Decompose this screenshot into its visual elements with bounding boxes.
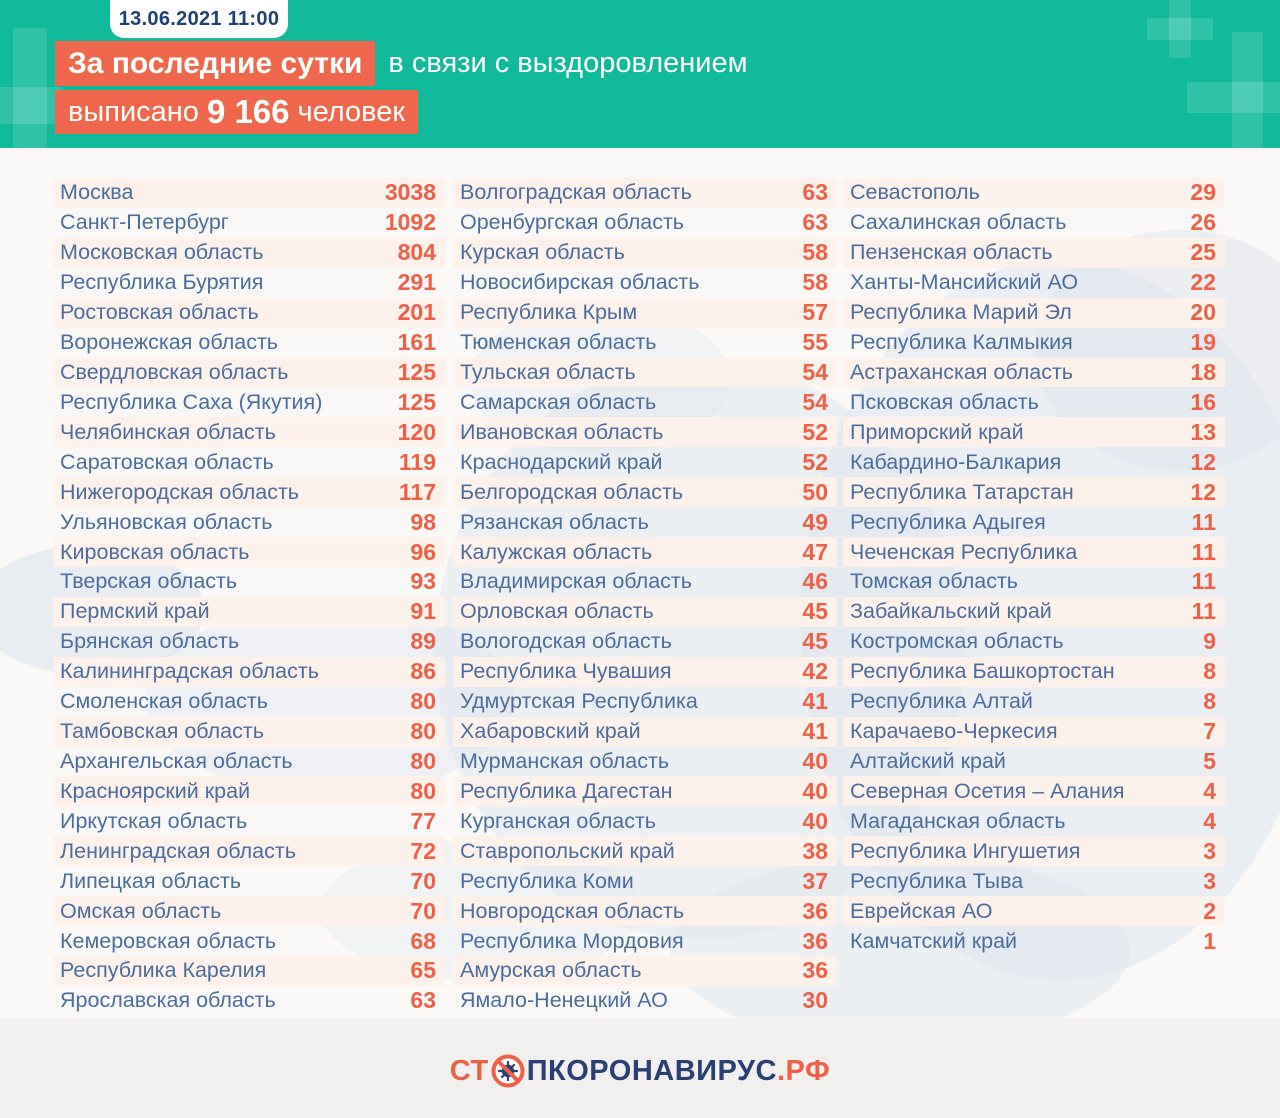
- region-name: Курская область: [460, 240, 625, 265]
- region-row: [453, 268, 837, 298]
- region-row: [843, 896, 1225, 926]
- region-row: [843, 567, 1225, 597]
- plus-icon: [0, 87, 62, 124]
- region-recovered-count: 11: [1191, 568, 1216, 595]
- region-row: [453, 986, 837, 1016]
- region-name: Калужская область: [460, 539, 653, 564]
- region-name: Тамбовская область: [60, 719, 264, 744]
- region-name: Севастополь: [850, 180, 980, 205]
- region-row: [53, 567, 445, 597]
- region-name: Ивановская область: [460, 419, 664, 444]
- region-name: Ленинградская область: [60, 838, 296, 863]
- region-name: Московская область: [60, 240, 264, 265]
- region-recovered-count: 86: [410, 658, 436, 685]
- title-line2-pre: выписано: [68, 95, 199, 128]
- region-recovered-count: 50: [802, 478, 828, 505]
- region-recovered-count: 12: [1190, 448, 1216, 475]
- no-virus-icon: [491, 1054, 525, 1088]
- regions-column-2: [453, 178, 837, 1016]
- region-row: [53, 806, 445, 836]
- region-name: Самарская область: [460, 389, 657, 414]
- region-name: Брянская область: [60, 629, 240, 654]
- title-highlight-box-2: [55, 90, 418, 134]
- region-name: Республика Марий Эл: [850, 300, 1072, 325]
- region-row: [843, 358, 1225, 388]
- region-name: Республика Мордовия: [460, 928, 684, 953]
- region-recovered-count: 40: [802, 777, 828, 804]
- region-name: Республика Алтай: [850, 689, 1033, 714]
- region-name: Тверская область: [60, 569, 238, 594]
- region-row: [53, 866, 445, 896]
- region-row: [453, 417, 837, 447]
- region-recovered-count: 54: [802, 388, 828, 415]
- region-recovered-count: 58: [802, 239, 828, 266]
- region-row: [453, 717, 837, 747]
- region-recovered-count: 11: [1191, 538, 1216, 565]
- region-name: Ханты-Мансийский АО: [850, 270, 1079, 295]
- region-recovered-count: 11: [1191, 508, 1216, 535]
- title-line-1: [55, 41, 748, 86]
- region-recovered-count: 68: [410, 927, 436, 954]
- region-name: Еврейская АО: [850, 898, 993, 923]
- region-row: [53, 537, 445, 567]
- region-recovered-count: 89: [410, 628, 436, 655]
- region-name: Пензенская область: [850, 240, 1053, 265]
- region-row: [453, 627, 837, 657]
- region-name: Мурманская область: [460, 748, 670, 773]
- region-recovered-count: 45: [802, 598, 828, 625]
- region-name: Иркутская область: [60, 808, 248, 833]
- region-name: Астраханская область: [850, 359, 1073, 384]
- region-recovered-count: 40: [802, 747, 828, 774]
- region-recovered-count: 49: [802, 508, 828, 535]
- region-recovered-count: 63: [802, 209, 828, 236]
- region-recovered-count: 8: [1203, 658, 1216, 685]
- region-name: Орловская область: [460, 599, 654, 624]
- title-line-2: [55, 90, 418, 134]
- region-recovered-count: 63: [802, 179, 828, 206]
- title-highlight-box: [55, 41, 375, 86]
- region-row: [453, 298, 837, 328]
- region-name: Республика Саха (Якутия): [60, 389, 323, 414]
- region-name: Белгородская область: [460, 479, 684, 504]
- logo-tld: .РФ: [776, 1054, 831, 1087]
- recovered-total: 9 166: [206, 93, 290, 130]
- region-row: [53, 208, 445, 238]
- region-recovered-count: 19: [1190, 329, 1216, 356]
- region-recovered-count: 36: [802, 957, 828, 984]
- region-name: Северная Осетия – Алания: [850, 778, 1125, 803]
- region-recovered-count: 1092: [384, 209, 436, 236]
- region-row: [453, 328, 837, 358]
- region-row: [843, 507, 1225, 537]
- region-row: [453, 208, 837, 238]
- region-row: [53, 328, 445, 358]
- region-row: [843, 836, 1225, 866]
- region-row: [53, 926, 445, 956]
- region-recovered-count: 72: [410, 837, 436, 864]
- region-name: Санкт-Петербург: [60, 210, 229, 235]
- region-row: [843, 597, 1225, 627]
- region-name: Липецкая область: [60, 868, 242, 893]
- region-recovered-count: 41: [802, 688, 828, 715]
- region-name: Тульская область: [460, 359, 636, 384]
- plus-icon: [1147, 18, 1213, 40]
- title-highlight-text: За последние сутки: [68, 46, 363, 80]
- region-recovered-count: 80: [410, 777, 436, 804]
- region-row: [53, 836, 445, 866]
- region-recovered-count: 25: [1190, 239, 1216, 266]
- region-recovered-count: 40: [802, 807, 828, 834]
- region-name: Ульяновская область: [60, 509, 273, 534]
- region-name: Хабаровский край: [460, 719, 641, 744]
- region-name: Псковская область: [850, 389, 1039, 414]
- region-name: Костромская область: [850, 629, 1064, 654]
- region-recovered-count: 125: [397, 358, 436, 385]
- region-name: Республика Калмыкия: [850, 330, 1073, 355]
- region-recovered-count: 18: [1190, 358, 1216, 385]
- regions-column-3: [843, 178, 1225, 956]
- region-recovered-count: 38: [802, 837, 828, 864]
- region-recovered-count: 4: [1203, 777, 1216, 804]
- region-row: [53, 447, 445, 477]
- region-row: [53, 507, 445, 537]
- region-name: Пермский край: [60, 599, 210, 624]
- region-row: [53, 956, 445, 986]
- region-recovered-count: 52: [802, 418, 828, 445]
- region-name: Республика Дагестан: [460, 778, 673, 803]
- region-row: [843, 627, 1225, 657]
- region-name: Сахалинская область: [850, 210, 1067, 235]
- region-row: [53, 986, 445, 1016]
- region-recovered-count: 47: [802, 538, 828, 565]
- region-name: Республика Карелия: [60, 958, 267, 983]
- region-recovered-count: 55: [802, 329, 828, 356]
- region-recovered-count: 120: [397, 418, 436, 445]
- region-recovered-count: 3: [1203, 867, 1216, 894]
- region-recovered-count: 11: [1191, 598, 1216, 625]
- region-row: [843, 687, 1225, 717]
- region-recovered-count: 36: [802, 897, 828, 924]
- region-row: [453, 537, 837, 567]
- region-recovered-count: 16: [1190, 388, 1216, 415]
- logo-body: ПКОРОНАВИРУС: [526, 1054, 777, 1087]
- region-name: Калининградская область: [60, 659, 319, 684]
- region-row: [453, 597, 837, 627]
- region-name: Москва: [60, 180, 134, 205]
- region-recovered-count: 52: [802, 448, 828, 475]
- region-row: [53, 747, 445, 777]
- region-recovered-count: 58: [802, 269, 828, 296]
- region-row: [53, 178, 445, 208]
- region-recovered-count: 46: [802, 568, 828, 595]
- region-row: [53, 298, 445, 328]
- region-recovered-count: 804: [397, 239, 436, 266]
- region-name: Карачаево-Черкесия: [850, 719, 1058, 744]
- region-name: Тюменская область: [460, 330, 657, 355]
- region-name: Смоленская область: [60, 689, 268, 714]
- region-row: [453, 956, 837, 986]
- region-name: Кемеровская область: [60, 928, 277, 953]
- region-recovered-count: 70: [410, 897, 436, 924]
- region-name: Забайкальский край: [850, 599, 1052, 624]
- region-name: Ставропольский край: [460, 838, 675, 863]
- region-row: [53, 358, 445, 388]
- region-row: [53, 627, 445, 657]
- region-recovered-count: 201: [397, 299, 436, 326]
- region-row: [453, 806, 837, 836]
- plus-icon: [1187, 82, 1280, 113]
- region-name: Республика Чувашия: [460, 659, 672, 684]
- region-name: Новгородская область: [460, 898, 685, 923]
- region-row: [843, 238, 1225, 268]
- region-name: Республика Тыва: [850, 868, 1024, 893]
- region-recovered-count: 91: [410, 598, 436, 625]
- region-recovered-count: 20: [1190, 299, 1216, 326]
- region-recovered-count: 80: [410, 688, 436, 715]
- region-name: Вологодская область: [460, 629, 672, 654]
- region-name: Магаданская область: [850, 808, 1066, 833]
- region-row: [453, 776, 837, 806]
- region-recovered-count: 70: [410, 867, 436, 894]
- region-name: Кировская область: [60, 539, 250, 564]
- region-row: [453, 926, 837, 956]
- region-name: Республика Башкортостан: [850, 659, 1115, 684]
- region-name: Воронежская область: [60, 330, 278, 355]
- region-name: Амурская область: [460, 958, 642, 983]
- region-name: Новосибирская область: [460, 270, 700, 295]
- region-row: [53, 417, 445, 447]
- region-name: Свердловская область: [60, 359, 289, 384]
- header-banner: [0, 0, 1280, 148]
- region-name: Ярославская область: [60, 988, 276, 1013]
- region-name: Кабардино-Балкария: [850, 449, 1062, 474]
- region-row: [453, 387, 837, 417]
- region-name: Нижегородская область: [60, 479, 299, 504]
- region-recovered-count: 125: [397, 388, 436, 415]
- region-row: [843, 717, 1225, 747]
- date-text: 13.06.2021 11:00: [118, 7, 280, 30]
- region-row: [453, 447, 837, 477]
- region-name: Удмуртская Республика: [460, 689, 698, 714]
- region-recovered-count: 30: [802, 987, 828, 1014]
- region-name: Республика Ингушетия: [850, 838, 1081, 863]
- region-row: [453, 358, 837, 388]
- region-recovered-count: 291: [397, 269, 436, 296]
- region-recovered-count: 41: [802, 718, 828, 745]
- region-recovered-count: 8: [1203, 688, 1216, 715]
- region-recovered-count: 22: [1190, 269, 1216, 296]
- region-name: Ямало-Ненецкий АО: [460, 988, 668, 1013]
- region-row: [843, 747, 1225, 777]
- region-recovered-count: 93: [410, 568, 436, 595]
- region-name: Республика Татарстан: [850, 479, 1074, 504]
- region-row: [843, 806, 1225, 836]
- region-row: [843, 208, 1225, 238]
- region-name: Омская область: [60, 898, 222, 923]
- region-row: [843, 926, 1225, 956]
- region-name: Республика Адыгея: [850, 509, 1046, 534]
- region-recovered-count: 29: [1190, 179, 1216, 206]
- region-row: [453, 238, 837, 268]
- region-name: Владимирская область: [460, 569, 692, 594]
- region-recovered-count: 37: [802, 867, 828, 894]
- region-recovered-count: 63: [410, 987, 436, 1014]
- region-row: [453, 836, 837, 866]
- region-row: [53, 477, 445, 507]
- region-row: [843, 447, 1225, 477]
- region-row: [843, 387, 1225, 417]
- region-recovered-count: 80: [410, 747, 436, 774]
- region-recovered-count: 77: [410, 807, 436, 834]
- region-name: Челябинская область: [60, 419, 276, 444]
- region-name: Республика Бурятия: [60, 270, 264, 295]
- region-recovered-count: 161: [397, 329, 436, 356]
- stopcoronavirus-logo: [0, 1054, 1280, 1088]
- title-rest-text: в связи с выздоровлением: [388, 47, 748, 79]
- region-recovered-count: 9: [1203, 628, 1216, 655]
- region-row: [843, 477, 1225, 507]
- region-recovered-count: 2: [1203, 897, 1216, 924]
- region-name: Ростовская область: [60, 300, 259, 325]
- region-recovered-count: 13: [1190, 418, 1216, 445]
- region-recovered-count: 4: [1203, 807, 1216, 834]
- region-recovered-count: 80: [410, 718, 436, 745]
- region-recovered-count: 119: [398, 448, 436, 475]
- region-row: [53, 268, 445, 298]
- logo-prefix: СТ: [449, 1054, 489, 1087]
- region-name: Курганская область: [460, 808, 656, 833]
- region-row: [453, 657, 837, 687]
- region-recovered-count: 3038: [384, 179, 436, 206]
- region-recovered-count: 65: [410, 957, 436, 984]
- region-row: [453, 687, 837, 717]
- regions-column-1: [53, 178, 445, 1016]
- region-recovered-count: 98: [410, 508, 436, 535]
- region-row: [453, 178, 837, 208]
- region-recovered-count: 36: [802, 927, 828, 954]
- region-name: Краснодарский край: [460, 449, 663, 474]
- region-row: [53, 238, 445, 268]
- region-row: [53, 657, 445, 687]
- region-row: [843, 776, 1225, 806]
- region-row: [53, 597, 445, 627]
- region-name: Республика Крым: [460, 300, 638, 325]
- region-row: [843, 657, 1225, 687]
- region-recovered-count: 117: [398, 478, 436, 505]
- region-name: Красноярский край: [60, 778, 251, 803]
- region-row: [843, 328, 1225, 358]
- region-row: [453, 747, 837, 777]
- region-recovered-count: 12: [1190, 478, 1216, 505]
- region-row: [53, 717, 445, 747]
- region-name: Камчатский край: [850, 928, 1018, 953]
- region-row: [843, 178, 1225, 208]
- region-row: [53, 687, 445, 717]
- region-name: Томская область: [850, 569, 1019, 594]
- date-badge: [110, 0, 288, 38]
- region-row: [53, 776, 445, 806]
- region-row: [453, 866, 837, 896]
- region-recovered-count: 7: [1203, 718, 1216, 745]
- region-row: [453, 507, 837, 537]
- region-row: [843, 298, 1225, 328]
- region-row: [453, 477, 837, 507]
- region-recovered-count: 3: [1203, 837, 1216, 864]
- region-row: [843, 268, 1225, 298]
- region-name: Волгоградская область: [460, 180, 692, 205]
- region-row: [843, 866, 1225, 896]
- region-row: [53, 387, 445, 417]
- region-row: [453, 896, 837, 926]
- region-recovered-count: 57: [802, 299, 828, 326]
- region-recovered-count: 26: [1190, 209, 1216, 236]
- region-row: [53, 896, 445, 926]
- region-recovered-count: 54: [802, 358, 828, 385]
- region-recovered-count: 45: [802, 628, 828, 655]
- region-name: Чеченская Республика: [850, 539, 1078, 564]
- title-line2-post: человек: [297, 95, 406, 128]
- region-row: [843, 537, 1225, 567]
- region-name: Алтайский край: [850, 748, 1006, 773]
- region-name: Рязанская область: [460, 509, 649, 534]
- region-name: Республика Коми: [460, 868, 634, 893]
- region-name: Архангельская область: [60, 748, 293, 773]
- region-recovered-count: 42: [802, 658, 828, 685]
- region-row: [843, 417, 1225, 447]
- region-name: Приморский край: [850, 419, 1024, 444]
- region-name: Оренбургская область: [460, 210, 684, 235]
- region-recovered-count: 96: [410, 538, 436, 565]
- region-recovered-count: 1: [1203, 927, 1216, 954]
- region-name: Саратовская область: [60, 449, 274, 474]
- region-recovered-count: 5: [1203, 747, 1216, 774]
- region-row: [453, 567, 837, 597]
- footer-strip: [0, 1018, 1280, 1118]
